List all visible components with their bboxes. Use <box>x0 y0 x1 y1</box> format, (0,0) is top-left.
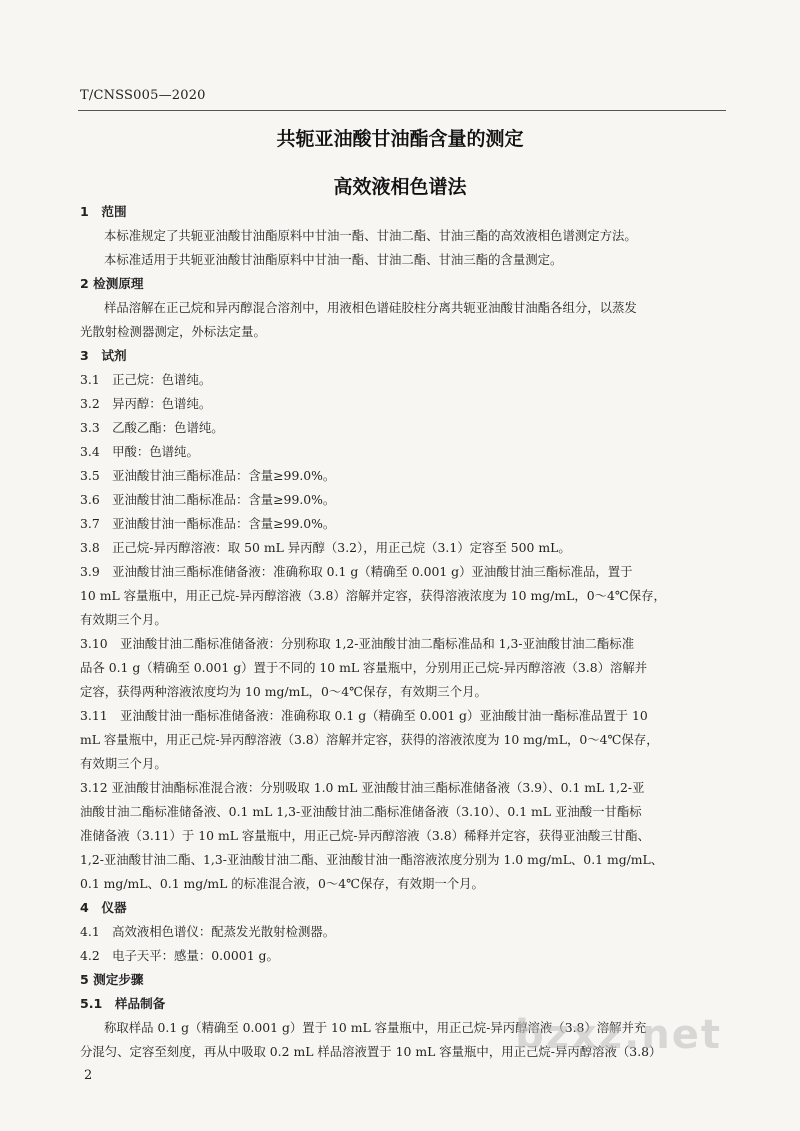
text-line: 3.12 亚油酸甘油酯标准混合液：分别吸取 1.0 mL 亚油酸甘油三酯标准储备液（3.9）、0.1 mL 1,2-亚 <box>80 780 645 795</box>
text-line: mL 容量瓶中，用正己烷-异丙醇溶液（3.8）溶解并定容，获得的溶液浓度为 10 mg/mL，0～4℃保存， <box>80 732 659 747</box>
document-title: 共轭亚油酸甘油酯含量的测定 <box>276 128 524 150</box>
header-rule <box>78 110 726 111</box>
text-line: 3.10 亚油酸甘油二酯标准储备液：分别称取 1,2-亚油酸甘油二酯标准品和 1,3-亚油酸甘油二酯标准 <box>80 636 635 651</box>
text-line: 3.11 亚油酸甘油一酯标准储备液：准确称取 0.1 g（精确至 0.001 g）亚油酸甘油一酯标准品置于 10 <box>80 708 648 723</box>
text-line: 4.1 高效液相色谱仪：配蒸发光散射检测器。 <box>80 924 336 939</box>
standard-code: T/CNSS005—2020 <box>80 88 206 103</box>
subsection-heading: 5.1 样品制备 <box>80 996 166 1011</box>
text-line: 本标准适用于共轭亚油酸甘油酯原料中甘油一酯、甘油二酯、甘油三酯的含量测定。 <box>104 252 563 267</box>
document-body <box>80 200 720 1064</box>
text-line: 本标准规定了共轭亚油酸甘油酯原料中甘油一酯、甘油二酯、甘油三酯的高效液相色谱测定方法。 <box>104 228 637 243</box>
text-line: 10 mL 容量瓶中，用正己烷-异丙醇溶液（3.8）溶解并定容，获得溶液浓度为 10 mg/mL，0～4℃保存， <box>80 588 666 603</box>
section-heading: 2 检测原理 <box>80 276 144 291</box>
text-line: 油酸甘油二酯标准储备液、0.1 mL 1,3-亚油酸甘油二酯标准储备液（3.10）、0.1 mL 亚油酸一甘酯标 <box>80 804 642 819</box>
text-line: 0.1 mg/mL、0.1 mg/mL 的标准混合液，0～4℃保存，有效期一个月。 <box>80 876 484 891</box>
text-line: 3.5 亚油酸甘油三酯标准品：含量≥99.0%。 <box>80 468 336 483</box>
text-line: 有效期三个月。 <box>80 756 167 771</box>
document-subtitle: 高效液相色谱法 <box>333 176 467 198</box>
watermark: bzxz.net <box>515 1012 722 1058</box>
text-line: 光散射检测器测定，外标法定量。 <box>80 324 266 339</box>
text-line: 分混匀、定容至刻度，再从中吸取 0.2 mL 样品溶液置于 10 mL 容量瓶中，用正己烷-异丙醇溶液（3.8） <box>80 1044 662 1059</box>
section-heading: 5 测定步骤 <box>80 972 144 987</box>
text-line: 3.3 乙酸乙酯：色谱纯。 <box>80 420 224 435</box>
text-line: 样品溶解在正己烷和异丙醇混合溶剂中，用液相色谱硅胶柱分离共轭亚油酸甘油酯各组分，以蒸发 <box>104 300 637 315</box>
text-line: 3.9 亚油酸甘油三酯标准储备液：准确称取 0.1 g（精确至 0.001 g）亚油酸甘油三酯标准品，置于 <box>80 564 633 579</box>
text-line: 准储备液（3.11）于 10 mL 容量瓶中，用正己烷-异丙醇溶液（3.8）稀释并定容，获得亚油酸三甘酯、 <box>80 828 650 843</box>
text-line: 3.4 甲酸：色谱纯。 <box>80 444 199 459</box>
text-line: 称取样品 0.1 g（精确至 0.001 g）置于 10 mL 容量瓶中，用正己烷-异丙醇溶液（3.8）溶解并充 <box>104 1020 647 1035</box>
text-line: 品各 0.1 g（精确至 0.001 g）置于不同的 10 mL 容量瓶中，分别用正己烷-异丙醇溶液（3.8）溶解并 <box>80 660 648 675</box>
text-line: 4.2 电子天平：感量：0.0001 g。 <box>80 948 279 963</box>
section-heading: 3 试剂 <box>80 348 127 363</box>
page-number: 2 <box>84 1068 93 1083</box>
text-line: 3.7 亚油酸甘油一酯标准品：含量≥99.0%。 <box>80 516 336 531</box>
text-line: 3.8 正己烷-异丙醇溶液：取 50 mL 异丙醇（3.2），用正己烷（3.1）定容至 500 mL。 <box>80 540 571 555</box>
text-line: 3.1 正己烷：色谱纯。 <box>80 372 212 387</box>
text-line: 有效期三个月。 <box>80 612 167 627</box>
section-heading: 4 仪器 <box>80 900 127 915</box>
text-line: 1,2-亚油酸甘油二酯、1,3-亚油酸甘油二酯、亚油酸甘油一酯溶液浓度分别为 1.0 mg/mL、0.1 mg/mL、 <box>80 852 664 867</box>
text-line: 3.6 亚油酸甘油二酯标准品：含量≥99.0%。 <box>80 492 336 507</box>
section-heading: 1 范围 <box>80 204 127 219</box>
text-line: 3.2 异丙醇：色谱纯。 <box>80 396 212 411</box>
text-line: 定容，获得两种溶液浓度均为 10 mg/mL，0～4℃保存，有效期三个月。 <box>80 684 487 699</box>
